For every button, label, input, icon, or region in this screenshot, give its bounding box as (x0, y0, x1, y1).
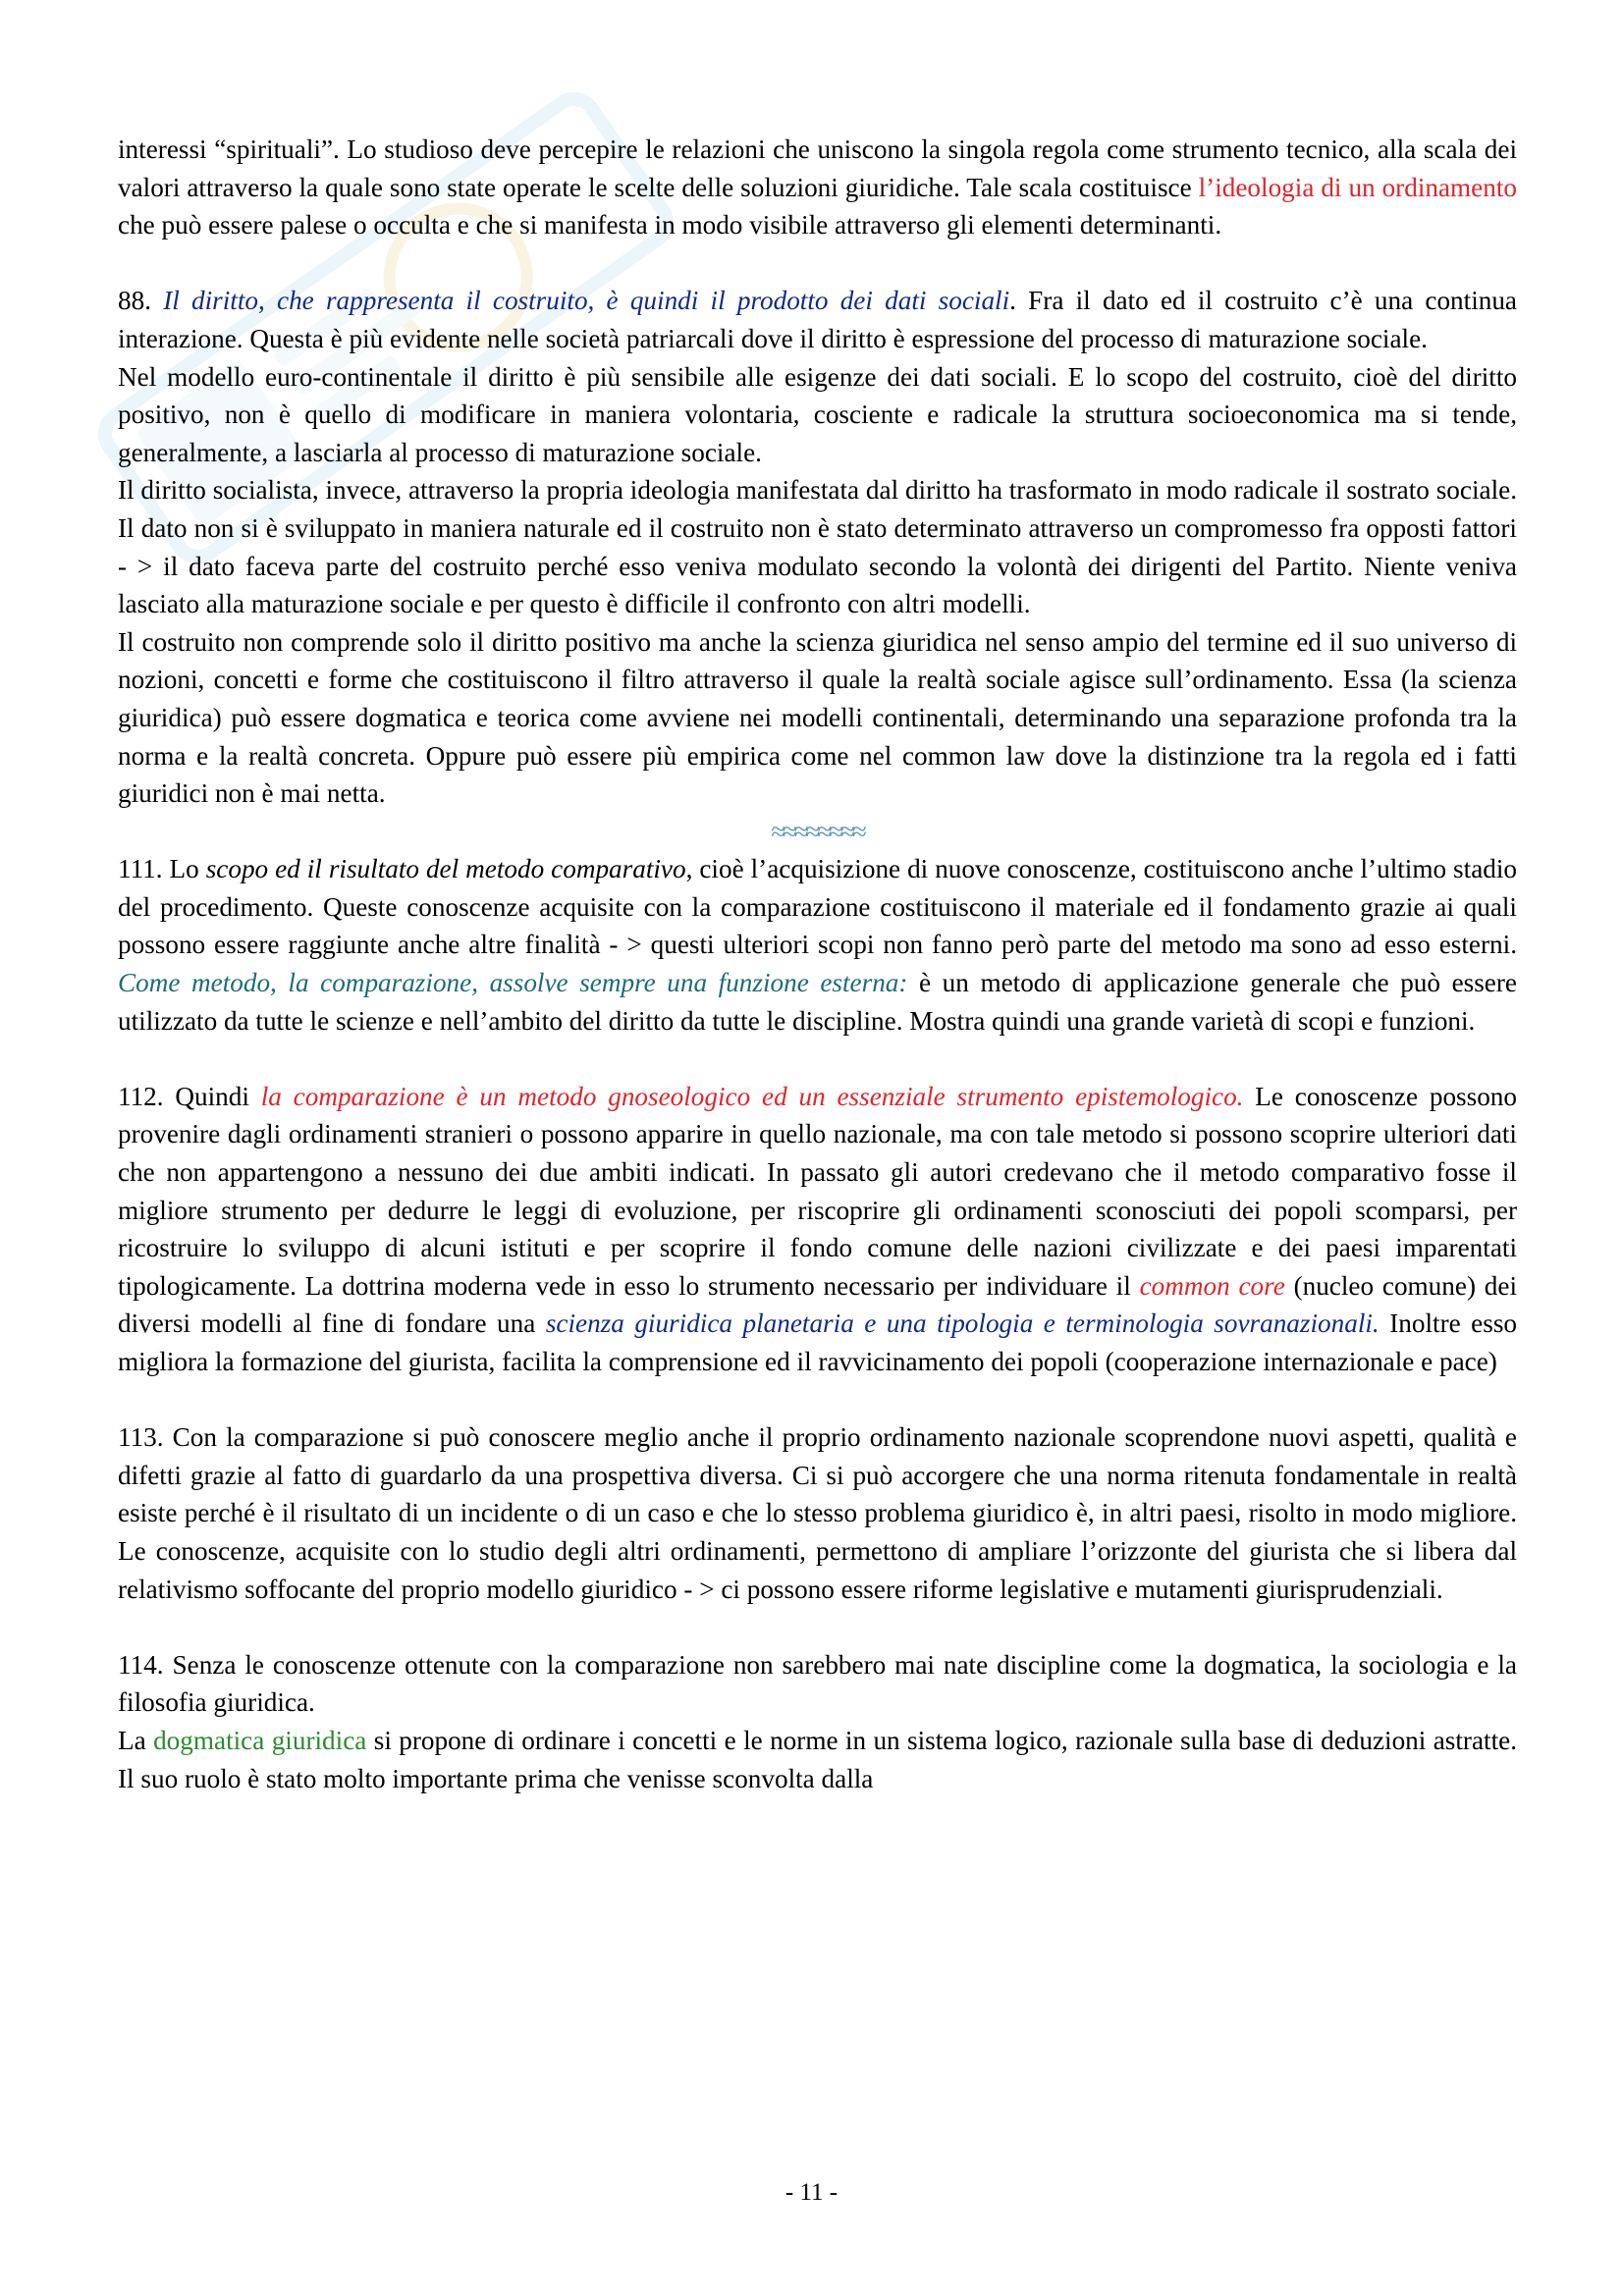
text-span: . Fra il dato ed il costruito c’è una continua interazione. Questa è più evidente nelle società patriarcali dove il diritto è espressione del processo di maturazione sociale. (118, 286, 1517, 353)
paragraph-114: 114. Senza le conoscenze ottenute con la comparazione non sarebbero mai nate discipline come la dogmatica, la sociologia e la filosofia giuridica. (118, 1649, 1517, 1718)
highlight-dogmatica: dogmatica giuridica (153, 1725, 367, 1755)
text-span: Le conoscenze possono provenire dagli ordinamenti stranieri o possono apparire in quello nazionale, ma con tale metodo si possono scoprire ulteriori dati che non appartengono a nessuno dei due ambiti indicati. In passato gli autori credevano che il metodo comparativo fosse il migliore strumento per dedurre le leggi di evoluzione, per riscoprire gli ordinamenti sconosciuti dei popoli scomparsi, per ricostruire lo sviluppo di alcuni istituti e per scoprire il fondo comune delle nazioni civilizzate e dei paesi imparentati tipologicamente. La dottrina moderna vede in esso lo strumento necessario per individuare il (118, 1081, 1517, 1301)
paragraph-88-c: Il diritto socialista, invece, attraverso la propria ideologia manifestata dal diritto ha trasformato in modo radicale il sostrato sociale. Il dato non si è sviluppato in maniera naturale ed il costruito non è stato determinato attraverso un compromesso fra opposti fattori - > il dato faceva parte del costruito perché esso veniva modulato secondo la volontà dei dirigenti del Partito. Niente veniva lasciato alla maturazione sociale e per questo è difficile il confronto con altri modelli. (118, 475, 1517, 619)
text-span: interessi “spirituali”. Lo studioso deve percepire le relazioni che uniscono la singola regola come strumento tecnico, alla scala dei valori attraverso la quale sono state operate le scelte delle soluzioni giuridiche. Tale scala costituisce (118, 134, 1517, 202)
text-span: che può essere palese o occulta e che si manifesta in modo visibile attraverso gli elementi determinanti. (118, 210, 1222, 240)
paragraph-gap (118, 244, 1517, 283)
highlight-italic: Come metodo, la comparazione, assolve sempre una funzione esterna: (118, 968, 908, 998)
text-span: si propone di ordinare i concetti e le norme in un sistema logico, razionale sulla base di deduzioni astratte. Il suo ruolo è stato molto importante prima che venisse sconvolta dalla (118, 1725, 1517, 1793)
text-span: è un metodo di applicazione generale che può essere utilizzato da tutte le scienze e nell’ambito del diritto da tutte le discipline. Mostra quindi una grande varietà di scopi e funzioni. (118, 968, 1517, 1036)
highlight-red-italic: la comparazione è un metodo gnoseologico ed un essenziale strumento epistemologico. (260, 1081, 1244, 1111)
paragraph-114-b (118, 1722, 1517, 1797)
paragraph-number: 112. Quindi (118, 1081, 261, 1111)
paragraph-gap (118, 1608, 1517, 1646)
paragraph-gap (118, 1040, 1517, 1078)
highlight-common-core: common core (1139, 1270, 1285, 1301)
paragraph-number: 111. Lo (118, 854, 206, 884)
text-span: La (118, 1725, 154, 1755)
paragraph-113: 113. Con la comparazione si può conoscere meglio anche il proprio ordinamento nazionale scoprendone nuovi aspetti, qualità e difetti grazie al fatto di guardarlo da una prospettiva diversa. Ci si può accorgere che una norma ritenuta fondamentale in realtà esiste perché è il risultato di un incidente o di un caso e che lo stesso problema giuridico è, in altri paesi, risolto in modo migliore. Le conoscenze, acquisite con lo studio degli altri ordinamenti, permettono di ampliare l’orizzonte del giurista che si libera dal relativismo soffocante del proprio modello giuridico - > ci possono essere riforme legislative e mutamenti giurisprudenziali. (118, 1422, 1517, 1604)
highlight-italic: Il diritto, che rappresenta il costruito, è quindi il prodotto dei dati sociali (163, 286, 1010, 316)
text-span: Inoltre esso migliora la formazione del giurista, facilita la comprensione ed il ravvicinamento dei popoli (cooperazione internazionale e pace) (118, 1308, 1518, 1376)
highlight-italic: scienza giuridica planetaria e una tipologia e terminologia sovranazionali. (545, 1308, 1380, 1339)
paragraph-gap (118, 1381, 1517, 1419)
highlight-italic: scopo ed il risultato del metodo comparativo (205, 854, 686, 884)
paragraph-88 (118, 282, 1517, 357)
paragraph-111 (118, 850, 1517, 1040)
paragraph-112 (118, 1078, 1517, 1381)
document-body (118, 131, 1517, 1797)
highlight-ideology: l’ideologia di un ordinamento (1198, 172, 1517, 202)
paragraph-intro (118, 131, 1517, 244)
page-number: - 11 - (784, 2179, 839, 2206)
section-separator: ≈≈≈≈≈≈≈≈ (771, 816, 864, 846)
paragraph-88-d: Il costruito non comprende solo il diritto positivo ma anche la scienza giuridica nel senso ampio del termine ed il suo universo di nozioni, concetti e forme che costituiscono il filtro attraverso il quale la realtà sociale agisce sull’ordinamento. Essa (la scienza giuridica) può essere dogmatica e teorica come avviene nei modelli continentali, determinando una separazione profonda tra la norma e la realtà concreta. Oppure può essere più empirica come nel common law dove la distinzione tra la regola ed i fatti giuridici non è mai netta. (118, 626, 1517, 809)
text-span: (nucleo comune) dei diversi modelli al fine di fondare una (118, 1270, 1517, 1339)
paragraph-number: 88. (118, 286, 164, 316)
text-span: , cioè l’acquisizione di nuove conoscenze, costituiscono anche l’ultimo stadio del procedimento. Queste conoscenze acquisite con la comparazione costituiscono il materiale ed il fondamento grazie ai quali possono essere raggiunte anche altre finalità - > questi ulteriori scopi non fanno però parte del metodo ma sono ad esso esterni. (118, 854, 1518, 960)
paragraph-88-b: Nel modello euro-continentale il diritto è più sensibile alle esigenze dei dati sociali. E lo scopo del costruito, cioè del diritto positivo, non è quello di modificare in maniera volontaria, cosciente e radicale la struttura socioeconomica ma si tende, generalmente, a lasciarla al processo di maturazione sociale. (118, 361, 1517, 467)
